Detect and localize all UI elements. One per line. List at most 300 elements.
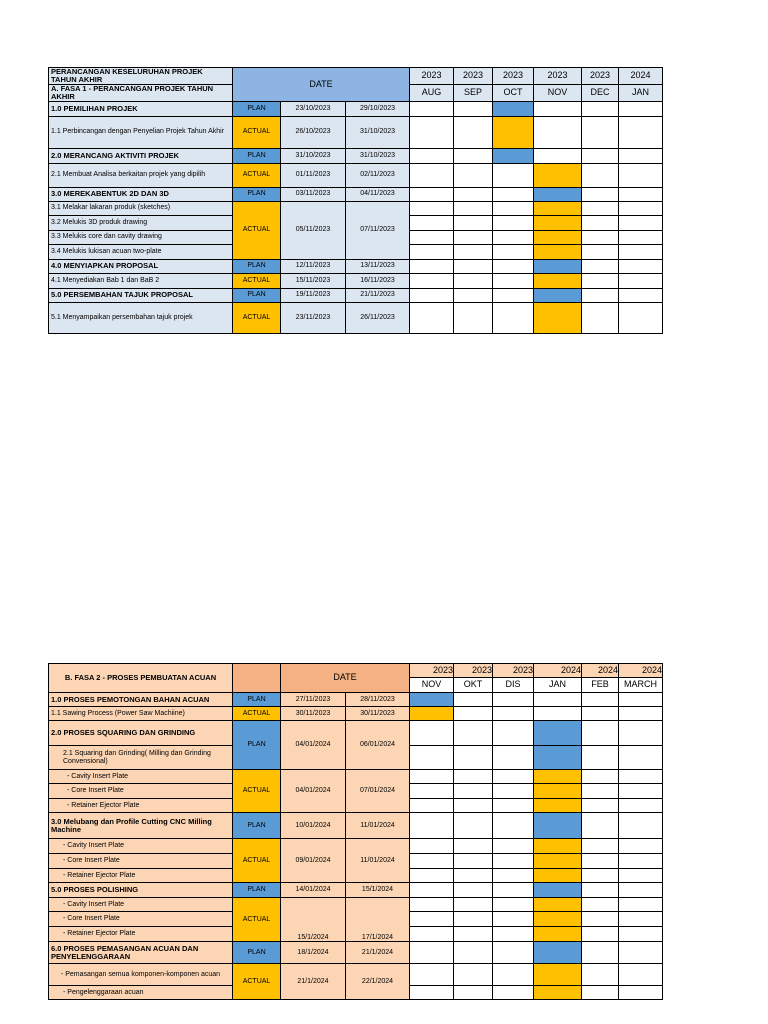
actual-label: ACTUAL [233,201,281,259]
gantt-cell [410,869,454,883]
task-name: 3.0 Melubang dan Profile Cutting CNC Milling Machine [49,813,233,839]
gantt-cell [493,770,534,784]
gantt-actual-bar [534,163,582,187]
end-date: 02/11/2023 [346,163,410,187]
gantt-cell [410,163,454,187]
gantt-cell [493,927,534,942]
gantt-cell [582,116,619,148]
year-header: 2023 [534,68,582,85]
task-name: - Core Insert Plate [49,784,233,799]
actual-label: ACTUAL [233,839,281,883]
actual-label: ACTUAL [233,116,281,148]
gantt-cell [410,230,454,244]
month-header: AUG [410,84,454,101]
gantt-cell [582,201,619,215]
task-name: - Retainer Ejector Plate [49,869,233,883]
gantt-cell [619,707,663,721]
year-header: 2023 [410,68,454,85]
gantt-actual-bar [534,869,582,883]
gantt-cell [619,230,663,244]
gantt-cell [454,101,493,116]
task-name: 3.1 Melakar lakaran produk (sketches) [49,201,233,215]
gantt-plan-bar [534,288,582,302]
actual-label: ACTUAL [233,163,281,187]
plan-label: PLAN [233,693,281,707]
gantt-actual-bar [534,898,582,912]
gantt-cell [582,707,619,721]
gantt-cell [619,854,663,869]
gantt-cell [582,927,619,942]
gantt-cell [410,784,454,799]
gantt-cell [410,288,454,302]
gantt-cell [454,927,493,942]
month-header: JAN [619,84,663,101]
actual-label: ACTUAL [233,770,281,813]
gantt-cell [582,813,619,839]
start-date: 04/01/2024 [281,770,346,813]
start-date: 27/11/2023 [281,693,346,707]
end-date: 04/11/2023 [346,187,410,201]
gantt-cell [493,784,534,799]
gantt-plan-bar [534,883,582,898]
month-header: DEC [582,84,619,101]
gantt-cell [582,883,619,898]
gantt-cell [454,986,493,1000]
year-header: 2023 [493,664,534,678]
gantt-cell [454,784,493,799]
gantt-actual-bar [534,784,582,799]
month-header: FEB [582,678,619,693]
end-date: 21/11/2023 [346,288,410,302]
gantt-cell [619,288,663,302]
gantt-cell [454,302,493,333]
year-header: 2024 [534,664,582,678]
gantt-cell [410,839,454,854]
end-date: 30/11/2023 [346,707,410,721]
gantt-plan-bar [534,187,582,201]
gantt-cell [582,912,619,927]
gantt-cell [619,784,663,799]
gantt-cell [619,721,663,746]
start-date: 01/11/2023 [281,163,346,187]
gantt-cell [454,116,493,148]
gantt-actual-bar [534,244,582,259]
plan-label: PLAN [233,721,281,770]
gantt-cell [582,746,619,770]
gantt-plan-bar [534,721,582,746]
actual-label: ACTUAL [233,302,281,333]
gantt-cell [493,707,534,721]
start-date: 15/1/2024 [281,898,346,942]
gantt-cell [619,693,663,707]
gantt-cell [582,869,619,883]
gantt-cell [410,746,454,770]
start-date: 18/1/2024 [281,942,346,964]
plan-label: PLAN [233,288,281,302]
gantt-cell [493,302,534,333]
start-date: 12/11/2023 [281,259,346,273]
start-date: 04/01/2024 [281,721,346,770]
month-header: OKT [454,678,493,693]
gantt-cell [454,964,493,986]
gantt-actual-bar [534,230,582,244]
gantt-actual-bar [534,927,582,942]
task-name: - Core Insert Plate [49,854,233,869]
end-date: 13/11/2023 [346,259,410,273]
month-header: SEP [454,84,493,101]
month-header: NOV [534,84,582,101]
gantt-cell [454,883,493,898]
gantt-cell [582,163,619,187]
gantt-cell [619,201,663,215]
gantt-cell [619,813,663,839]
end-date: 11/01/2024 [346,813,410,839]
gantt-cell [410,101,454,116]
gantt-actual-bar [534,302,582,333]
date-header: DATE [281,664,410,693]
phase1-title: PERANCANGAN KESELURUHAN PROJEK TAHUN AKHIR [49,68,233,85]
start-date: 10/01/2024 [281,813,346,839]
gantt-cell [619,986,663,1000]
gantt-cell [493,201,534,215]
start-date: 15/11/2023 [281,273,346,288]
gantt-cell [619,273,663,288]
gantt-cell [454,693,493,707]
gantt-cell [493,215,534,230]
gantt-cell [582,854,619,869]
gantt-cell [582,693,619,707]
gantt-cell [493,799,534,813]
end-date: 31/10/2023 [346,116,410,148]
end-date: 31/10/2023 [346,148,410,163]
task-name: 1.1 Perbincangan dengan Penyelian Projek Tahun Akhir [49,116,233,148]
gantt-cell [619,746,663,770]
gantt-cell [410,721,454,746]
start-date: 09/01/2024 [281,839,346,883]
gantt-cell [410,259,454,273]
gantt-cell [619,187,663,201]
end-date: 15/1/2024 [346,883,410,898]
gantt-cell [582,964,619,986]
end-date: 28/11/2023 [346,693,410,707]
gantt-cell [619,927,663,942]
task-name: 2.0 MERANCANG AKTIVITI PROJEK [49,148,233,163]
plan-label: PLAN [233,259,281,273]
gantt-cell [493,986,534,1000]
gantt-actual-bar [493,116,534,148]
gantt-cell [534,148,582,163]
start-date: 14/01/2024 [281,883,346,898]
end-date: 26/11/2023 [346,302,410,333]
task-name: 6.0 PROSES PEMASANGAN ACUAN DAN PENYELENGGARAAN [49,942,233,964]
gantt-cell [410,813,454,839]
gantt-cell [454,273,493,288]
gantt-plan-bar [410,693,454,707]
gantt-cell [619,244,663,259]
actual-label: ACTUAL [233,273,281,288]
gantt-cell [410,854,454,869]
gantt-actual-bar [534,854,582,869]
task-name: 4.0 MENYIAPKAN PROPOSAL [49,259,233,273]
gantt-cell [493,273,534,288]
gantt-cell [582,148,619,163]
month-header: MARCH [619,678,663,693]
gantt-cell [582,215,619,230]
gantt-cell [582,187,619,201]
gantt-actual-bar [534,986,582,1000]
gantt-cell [493,854,534,869]
gantt-actual-bar [534,799,582,813]
gantt-cell [454,707,493,721]
gantt-cell [619,148,663,163]
gantt-cell [410,201,454,215]
year-header: 2024 [619,68,663,85]
gantt-cell [410,986,454,1000]
gantt-cell [619,869,663,883]
gantt-actual-bar [410,707,454,721]
month-header: DIS [493,678,534,693]
task-name: 4.1 Menyediakan Bab 1 dan BaB 2 [49,273,233,288]
gantt-cell [493,187,534,201]
gantt-cell [454,912,493,927]
actual-label: ACTUAL [233,964,281,1000]
start-date: 26/10/2023 [281,116,346,148]
gantt-cell [454,259,493,273]
gantt-plan-bar [534,259,582,273]
gantt-cell [454,163,493,187]
gantt-cell [493,942,534,964]
phase2-table [48,663,663,1000]
gantt-plan-bar [534,813,582,839]
task-name: - Cavity Insert Plate [49,839,233,854]
gantt-cell [619,912,663,927]
gantt-cell [410,116,454,148]
task-name: - Retainer Ejector Plate [49,927,233,942]
gantt-cell [619,942,663,964]
phase1-subtitle: A. FASA 1 - PERANCANGAN PROJEK TAHUN AKHIR [49,84,233,101]
gantt-cell [493,964,534,986]
gantt-cell [493,721,534,746]
gantt-plan-bar [534,942,582,964]
plan-label: PLAN [233,813,281,839]
gantt-cell [619,883,663,898]
gantt-cell [410,302,454,333]
task-name: 1.0 PROSES PEMOTONGAN BAHAN ACUAN [49,693,233,707]
plan-label: PLAN [233,942,281,964]
task-name: 1.1 Sawing Process (Power Saw Machiine) [49,707,233,721]
gantt-cell [410,883,454,898]
gantt-cell [454,215,493,230]
gantt-cell [493,898,534,912]
gantt-cell [410,770,454,784]
end-date: 29/10/2023 [346,101,410,116]
end-date: 22/1/2024 [346,964,410,1000]
year-header: 2023 [493,68,534,85]
gantt-cell [619,302,663,333]
gantt-cell [493,244,534,259]
year-header: 2023 [454,68,493,85]
gantt-cell [454,854,493,869]
month-header: JAN [534,678,582,693]
gantt-actual-bar [534,201,582,215]
gantt-cell [493,693,534,707]
start-date: 03/11/2023 [281,187,346,201]
gantt-cell [582,898,619,912]
gantt-actual-bar [534,273,582,288]
start-date: 30/11/2023 [281,707,346,721]
year-header: 2024 [582,664,619,678]
gantt-cell [410,942,454,964]
gantt-cell [410,148,454,163]
gantt-cell [619,259,663,273]
gantt-cell [582,784,619,799]
task-name: - Pemasangan semua komponen-komponen acuan [49,964,233,986]
plan-label: PLAN [233,148,281,163]
gantt-cell [410,799,454,813]
gantt-cell [454,721,493,746]
gantt-cell [493,883,534,898]
start-date: 23/11/2023 [281,302,346,333]
date-header: DATE [233,68,410,102]
gantt-cell [454,230,493,244]
gantt-cell [410,898,454,912]
task-name: 2.0 PROSES SQUARING DAN GRINDING [49,721,233,746]
gantt-actual-bar [534,912,582,927]
gantt-cell [454,746,493,770]
gantt-plan-bar [534,746,582,770]
actual-label: ACTUAL [233,898,281,942]
gantt-cell [493,163,534,187]
start-date: 19/11/2023 [281,288,346,302]
gantt-cell [454,839,493,854]
gantt-cell [582,721,619,746]
gantt-cell [619,101,663,116]
task-name: - Pengelenggaraan acuan [49,986,233,1000]
start-date: 21/1/2024 [281,964,346,1000]
end-date: 21/1/2024 [346,942,410,964]
gantt-cell [454,942,493,964]
gantt-cell [454,799,493,813]
gantt-cell [410,964,454,986]
gantt-cell [619,964,663,986]
gantt-cell [534,101,582,116]
gantt-cell [454,770,493,784]
task-name: 3.4 Melukis lukisan acuan two-plate [49,244,233,259]
task-name: - Retainer Ejector Plate [49,799,233,813]
gantt-cell [582,259,619,273]
gantt-cell [493,259,534,273]
task-name: 5.0 PROSES POLISHING [49,883,233,898]
task-name: - Core Insert Plate [49,912,233,927]
actual-label: ACTUAL [233,707,281,721]
gantt-actual-bar [534,839,582,854]
task-name: 3.0 MEREKABENTUK 2D DAN 3D [49,187,233,201]
task-name: 1.0 PEMILIHAN PROJEK [49,101,233,116]
gantt-plan-bar [493,101,534,116]
task-name: 5.0 PERSEMBAHAN TAJUK PROPOSAL [49,288,233,302]
gantt-cell [410,215,454,230]
gantt-cell [493,288,534,302]
gantt-cell [619,215,663,230]
gantt-cell [619,898,663,912]
plan-label: PLAN [233,101,281,116]
gantt-cell [582,273,619,288]
gantt-cell [534,707,582,721]
end-date: 06/01/2024 [346,721,410,770]
year-header: 2023 [454,664,493,678]
month-header: NOV [410,678,454,693]
gantt-cell [534,116,582,148]
gantt-cell [534,693,582,707]
gantt-cell [582,302,619,333]
gantt-actual-bar [534,215,582,230]
task-name: 5.1 Menyampaikan persembahan tajuk projek [49,302,233,333]
gantt-cell [582,770,619,784]
year-header: 2023 [410,664,454,678]
gantt-cell [454,898,493,912]
gantt-cell [454,201,493,215]
gantt-actual-bar [534,964,582,986]
task-name: - Cavity Insert Plate [49,770,233,784]
task-name: 3.3 Melukis core dan cavity drawing [49,230,233,244]
gantt-cell [454,244,493,259]
gantt-cell [493,230,534,244]
gantt-cell [582,942,619,964]
gantt-cell [582,101,619,116]
task-name: 2.1 Membuat Analisa berkaitan projek yang dipilih [49,163,233,187]
end-date: 11/01/2024 [346,839,410,883]
gantt-cell [619,799,663,813]
gantt-cell [410,187,454,201]
gantt-cell [582,244,619,259]
gantt-cell [493,839,534,854]
end-date: 17/1/2024 [346,898,410,942]
gantt-plan-bar [493,148,534,163]
start-date: 31/10/2023 [281,148,346,163]
gantt-cell [493,912,534,927]
end-date: 07/11/2023 [346,201,410,259]
start-date: 23/10/2023 [281,101,346,116]
gantt-cell [619,116,663,148]
gantt-cell [454,813,493,839]
gantt-cell [619,163,663,187]
gantt-cell [410,927,454,942]
task-name: 3.2 Melukis 3D produk drawing [49,215,233,230]
gantt-cell [582,986,619,1000]
gantt-cell [410,912,454,927]
gantt-cell [410,244,454,259]
gantt-cell [619,839,663,854]
year-header: 2024 [619,664,663,678]
phase2-title: B. FASA 2 - PROSES PEMBUATAN ACUAN [49,664,233,693]
plan-label: PLAN [233,187,281,201]
start-date: 05/11/2023 [281,201,346,259]
gantt-cell [493,869,534,883]
gantt-cell [582,839,619,854]
end-date: 16/11/2023 [346,273,410,288]
task-name: - Cavity Insert Plate [49,898,233,912]
gantt-cell [454,869,493,883]
gantt-cell [582,230,619,244]
plan-label: PLAN [233,883,281,898]
gantt-actual-bar [534,770,582,784]
gantt-cell [582,799,619,813]
gantt-cell [454,288,493,302]
gantt-cell [582,288,619,302]
month-header: OCT [493,84,534,101]
gantt-cell [493,813,534,839]
end-date: 07/01/2024 [346,770,410,813]
